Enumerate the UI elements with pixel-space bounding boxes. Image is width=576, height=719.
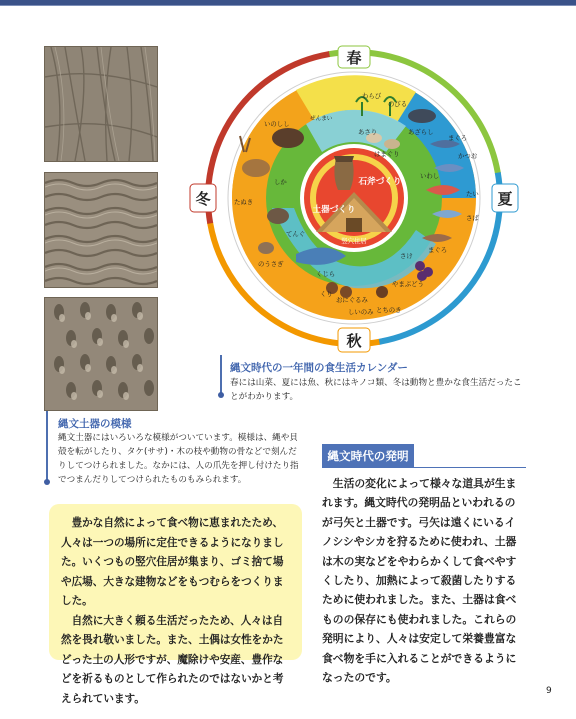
svg-text:夏: 夏 [497, 190, 513, 208]
winter-item-label: てんぐ [286, 230, 306, 238]
note-paragraph: 自然に大きく頼る生活だったため、人々は自然を畏れ敬いました。また、土偶は女性をかたどった土の人形ですが、魔除けや安産、豊作などを祈るものとして作られたのではないかと考えられています。 [61, 614, 284, 705]
winter-item-label: のうさぎ [258, 260, 284, 268]
summer-item-label: くじら [316, 270, 336, 278]
autumn-item-label: くり [320, 290, 333, 298]
center-bottom-label: 竪穴住居 [341, 237, 367, 245]
pottery-pattern-photo-1 [44, 46, 158, 162]
spring-item-label: あさり [358, 128, 378, 136]
section-body-paragraph: 生活の変化によって様々な道具が生まれます。縄文時代の発明品といわれるのが弓矢と土器です。弓矢は遠くにいるイノシシやシカを狩るために使われ、土器は木の実などをやわらかくして食べやすくしたり、加熱によって殺菌したりするために使われました。また、土器は食べものの保存にも使われました。これらの発明により、人々は安定して栄養豊富な食べ物を手に入れることができるようになったのです。 [322, 477, 517, 685]
winter-item-label: しか [274, 178, 287, 186]
svg-text:春: 春 [346, 49, 362, 67]
spring-item-label: はまぐり [374, 150, 400, 158]
calendar-caption-title: 縄文時代の一年間の食生活カレンダー [230, 362, 408, 374]
autumn-item-label: やまぶどう [392, 280, 424, 288]
autumn-item-label: しいのみ [348, 308, 374, 316]
spring-item-label: ぜんまい [310, 116, 333, 122]
calendar-caption-pointer [220, 355, 222, 395]
section-heading-rule [414, 467, 526, 468]
page-number: 9 [546, 686, 552, 696]
settlement-note-box [49, 504, 302, 705]
svg-text:冬: 冬 [195, 190, 211, 208]
winter-item-label: たぬき [234, 198, 254, 206]
summer-item-label: まぐろ [448, 134, 468, 142]
svg-text:秋: 秋 [346, 332, 362, 350]
summer-item-label: さば [466, 214, 479, 222]
autumn-item-label: おにぐるみ [336, 296, 368, 304]
section-body [322, 474, 522, 687]
summer-item-label: いわし [420, 172, 440, 180]
pottery-caption-text: 縄文土器にはいろいろな模様がついています。模様は、縄や貝殻を転がしたり、タケ(ササ)・木の枝や動物の骨などで刻んだりしてつけられました。なかには、人の爪先を押し付けたり指でつまんだりしてつけられたものもみられます。 [58, 433, 299, 485]
section-heading: 縄文時代の発明 [322, 444, 414, 468]
winter-item-label: いのしし [264, 120, 290, 128]
food-calendar-wheel [186, 40, 522, 358]
spring-item-label: あざらし [408, 128, 434, 136]
pottery-pattern-photo-2 [44, 172, 158, 288]
autumn-item-label: まぐろ [428, 246, 448, 254]
summer-item-label: たい [466, 190, 479, 198]
season-badge-spring [338, 46, 370, 68]
page-top-rule [0, 5, 576, 6]
note-paragraph: 豊かな自然によって食べ物に恵まれたため、人々は一つの場所に定住できるようになりました。いくつもの竪穴住居が集まり、ゴミ捨て場や広場、大きな建物などをもつむらをつくりました。 [61, 517, 284, 607]
center-top-label: 石斧づくり [358, 177, 402, 187]
autumn-item-label: とちのき [376, 306, 402, 314]
pottery-caption-title: 縄文土器の模様 [58, 418, 132, 430]
season-badge-summer [492, 184, 518, 212]
stone-axe-pot-illustration [334, 156, 354, 190]
spring-item-label: のびる [388, 100, 408, 108]
season-badge-winter [190, 184, 216, 212]
calendar-caption-dot [218, 392, 224, 398]
calendar-caption-text: 春には山菜、夏には魚、秋にはキノコ類、冬は動物と豊かな食生活だったことがわかります。 [230, 378, 522, 402]
season-badge-autumn [338, 328, 370, 352]
center-mid-label: 土器づくり [312, 205, 356, 215]
summer-item-label: かつお [458, 152, 478, 160]
pottery-caption-pointer [46, 411, 48, 481]
pottery-pattern-photo-3 [44, 297, 158, 411]
autumn-item-label: さけ [400, 252, 413, 260]
spring-item-label: わらび [362, 92, 382, 100]
pottery-caption-dot [44, 479, 50, 485]
